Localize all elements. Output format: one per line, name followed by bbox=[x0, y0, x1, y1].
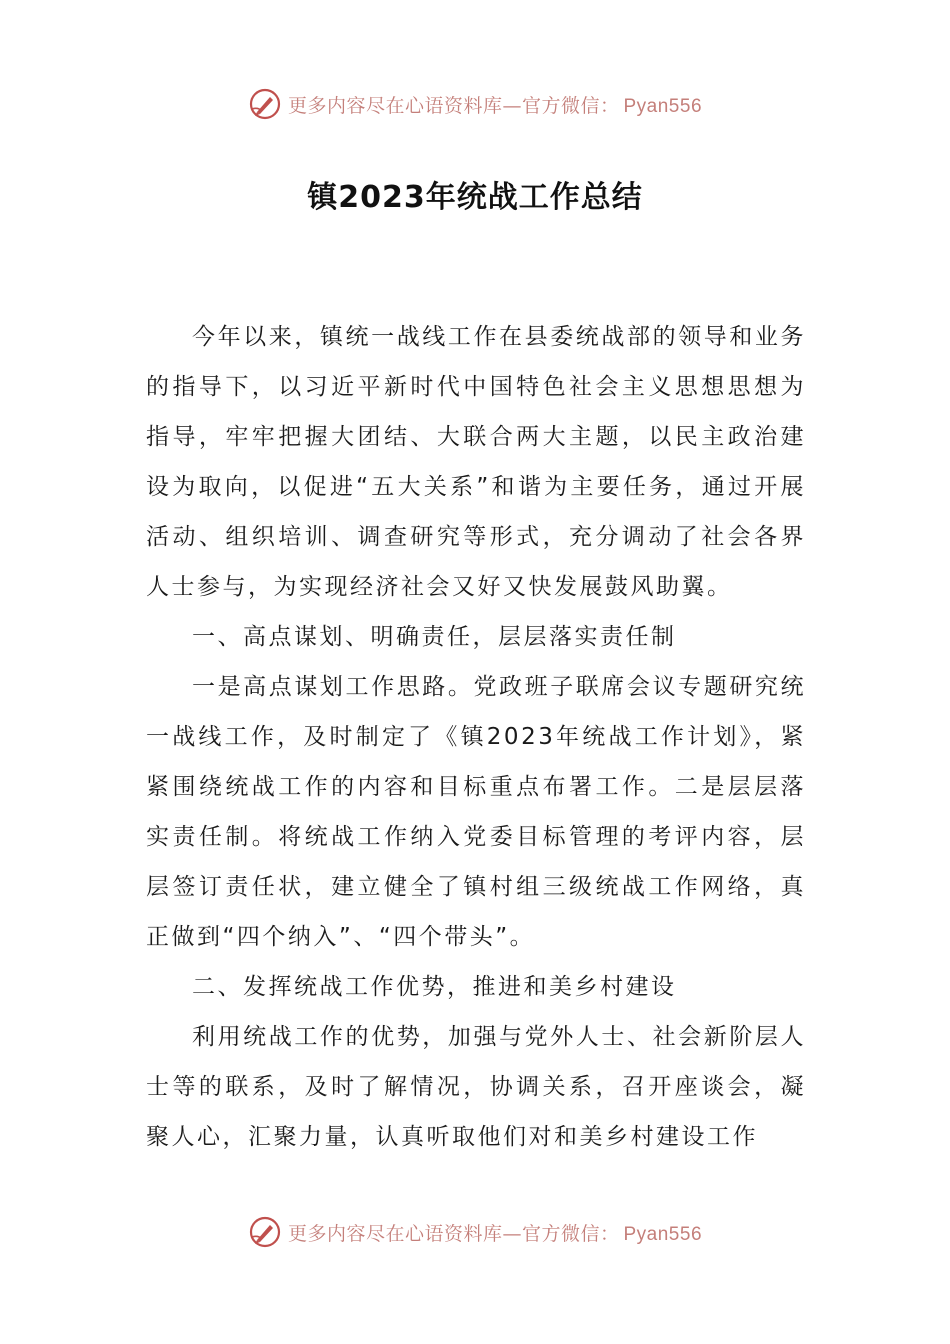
document-title: 镇2023年统战工作总结 bbox=[307, 180, 643, 215]
document-body bbox=[146, 312, 806, 1162]
pen-logo-icon bbox=[248, 1215, 282, 1249]
section-heading-2: 二、发挥统战工作优势，推进和美乡村建设 bbox=[192, 974, 677, 1000]
section-heading-1: 一、高点谋划、明确责任，层层落实责任制 bbox=[192, 624, 677, 650]
paragraph-section-1: 一是高点谋划工作思路。党政班子联席会议专题研究统一战线工作，及时制定了《镇2023年统战工作计划》，紧紧围绕统战工作的内容和目标重点布署工作。二是层层落实责任制。将统战工作纳入党委目标管理的考评内容，层层签订责任状，建立健全了镇村组三级统战工作网络，真正做到“四个纳入”、“四个带头”。 bbox=[146, 674, 806, 950]
watermark-header bbox=[0, 84, 950, 124]
paragraph-intro: 今年以来，镇统一战线工作在县委统战部的领导和业务的指导下，以习近平新时代中国特色社会主义思想思想为指导，牢牢把握大团结、大联合两大主题，以民主政治建设为取向，以促进“五大关系”和谐为主要任务，通过开展活动、组织培训、调查研究等形式，充分调动了社会各界人士参与，为实现经济社会又好又快发展鼓风助翼。 bbox=[146, 324, 806, 600]
watermark-id: Pyan556 bbox=[623, 95, 703, 117]
pen-logo-icon bbox=[248, 87, 282, 121]
watermark-text: 更多内容尽在心语资料库—官方微信： bbox=[287, 1222, 620, 1245]
watermark-id: Pyan556 bbox=[623, 1223, 703, 1245]
watermark-text: 更多内容尽在心语资料库—官方微信： bbox=[287, 94, 620, 117]
paragraph-section-2: 利用统战工作的优势，加强与党外人士、社会新阶层人士等的联系，及时了解情况，协调关系，召开座谈会，凝聚人心，汇聚力量，认真听取他们对和美乡村建设工作 bbox=[146, 1024, 806, 1150]
watermark-footer bbox=[0, 1212, 950, 1252]
